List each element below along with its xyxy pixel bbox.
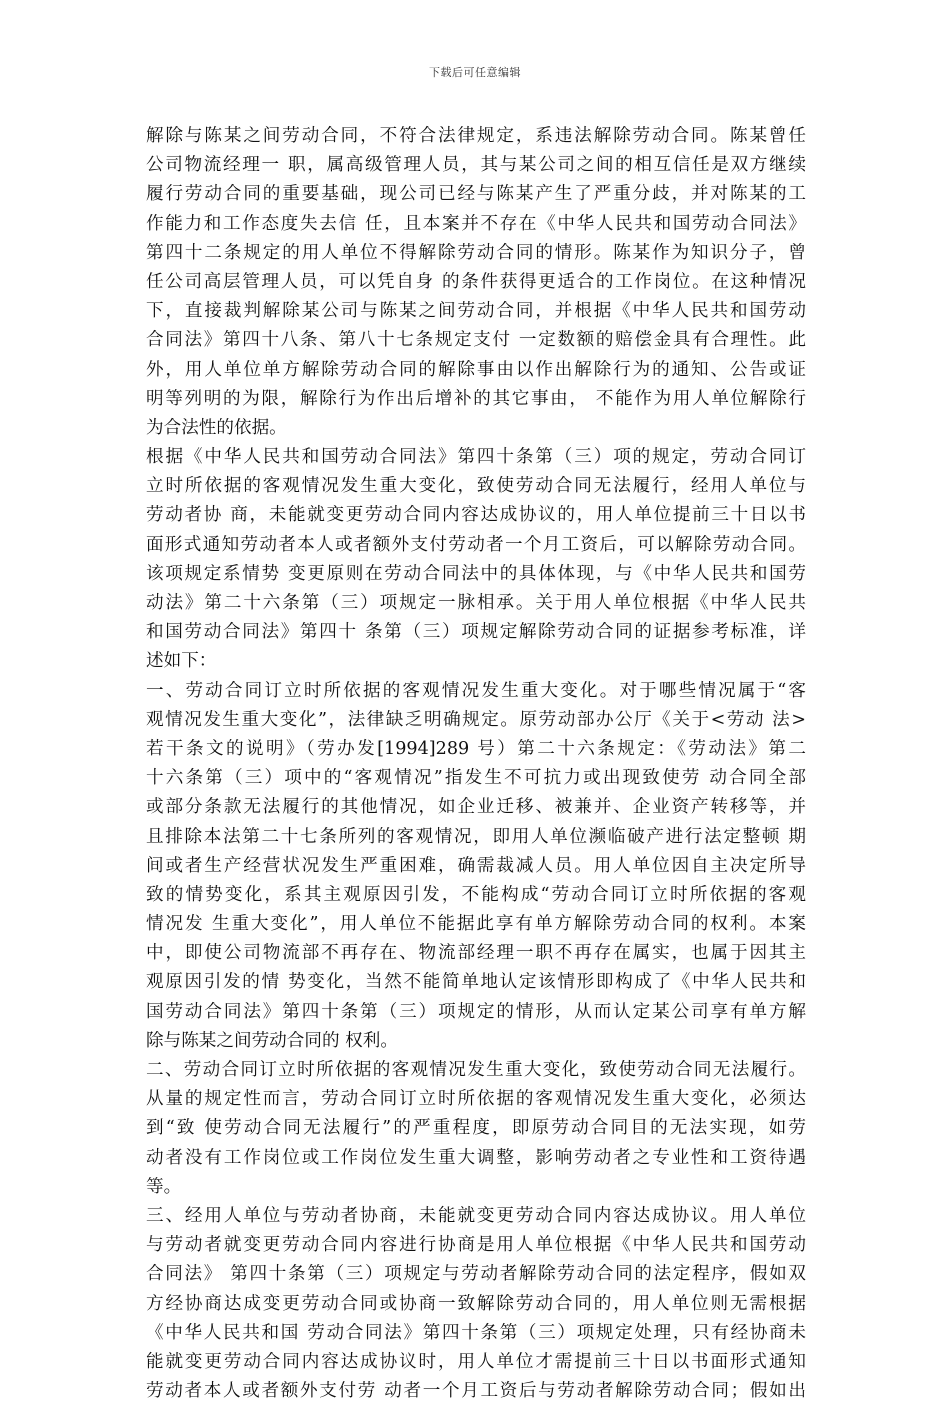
- text-line: 除与陈某之间劳动合同的 权利。: [146, 1030, 398, 1051]
- text-line: 动法》第二十六条第（三）项规定一脉相承。关于用人单位根据《中华人民共: [146, 593, 806, 613]
- text-line: 履行劳动合同的重要基础，现公司已经与陈某产生了严重分歧，并对陈某的工: [146, 184, 806, 205]
- text-line: 动者没有工作岗位或工作岗位发生重大调整，影响劳动者之专业性和工资待遇: [146, 1147, 806, 1168]
- text-line: 间或者生产经营状况发生严重困难，确需裁减人员。用人单位因自主决定所导: [146, 855, 806, 876]
- text-line: 二、劳动合同订立时所依据的客观情况发生重大变化，致使劳动合同无法履行。: [146, 1060, 806, 1080]
- text-line: 若干条文的说明》（劳办发[1994]289 号）第二十六条规定：《劳动法》第二: [146, 738, 806, 759]
- text-line: 面形式通知劳动者本人或者额外支付劳动者一个月工资后，可以解除劳动合同。: [146, 534, 806, 555]
- text-line: 为合法性的依据。: [146, 417, 287, 438]
- text-line: 或部分条款无法履行的其他情况，如企业迁移、被兼并、企业资产转移等，并: [146, 797, 806, 818]
- text-line: 立时所依据的客观情况发生重大变化，致使劳动合同无法履行，经用人单位与: [146, 476, 806, 497]
- text-line: 合同法》第四十八条、第八十七条规定支付 一定数额的赔偿金具有合理性。此: [146, 330, 806, 351]
- text-line: 观情况发生重大变化”，法律缺乏明确规定。原劳动部办公厅《关于<劳动 法>: [146, 709, 806, 730]
- text-line: 且排除本法第二十七条所列的客观情况，即用人单位濒临破产进行法定整顿 期: [146, 826, 806, 847]
- text-line: 致的情势变化，系其主观原因引发，不能构成“劳动合同订立时所依据的客观: [146, 884, 806, 905]
- text-line: 与劳动者就变更劳动合同内容进行协商是用人单位根据《中华人民共和国劳动: [146, 1235, 806, 1256]
- text-line: 一、劳动合同订立时所依据的客观情况发生重大变化。对于哪些情况属于“客: [146, 680, 806, 701]
- text-line: 下，直接裁判解除某公司与陈某之间劳动合同，并根据《中华人民共和国劳动: [146, 301, 806, 322]
- text-line: 根据《中华人民共和国劳动合同法》第四十条第（三）项的规定，劳动合同订: [146, 447, 806, 468]
- page-header-note: 下载后可任意编辑: [429, 66, 521, 79]
- text-line: 到“致 使劳动合同无法履行”的严重程度，即原劳动合同目的无法实现，如劳: [146, 1118, 806, 1139]
- text-line: 作能力和工作态度失去信 任，且本案并不存在《中华人民共和国劳动合同法》: [146, 213, 806, 234]
- text-line: 述如下：: [146, 651, 217, 672]
- text-line: 中，即使公司物流部不再存在、物流部经理一职不再存在属实，也属于因其主: [146, 943, 806, 964]
- text-line: 十六条第（三）项中的“客观情况”指发生不可抗力或出现致使劳 动合同全部: [146, 768, 806, 789]
- text-line: 第四十二条规定的用人单位不得解除劳动合同的情形。陈某作为知识分子，曾: [146, 242, 806, 263]
- text-line: 三、经用人单位与劳动者协商，未能就变更劳动合同内容达成协议。用人单位: [146, 1205, 806, 1226]
- text-line: 合同法》 第四十条第（三）项规定与劳动者解除劳动合同的法定程序，假如双: [146, 1264, 806, 1285]
- text-line: 明等列明的为限，解除行为作出后增补的其它事由， 不能作为用人单位解除行: [146, 388, 806, 409]
- text-line: 解除与陈某之间劳动合同，不符合法律规定，系违法解除劳动合同。陈某曾任: [146, 126, 806, 146]
- text-line: 能就变更劳动合同内容达成协议时，用人单位才需提前三十日以书面形式通知: [146, 1351, 806, 1372]
- text-line: 公司物流经理一 职，属高级管理人员，其与某公司之间的相互信任是双方继续: [146, 155, 806, 176]
- text-line: 该项规定系情势 变更原则在劳动合同法中的具体体现，与《中华人民共和国劳: [146, 563, 806, 584]
- text-line: 观原因引发的情 势变化，当然不能简单地认定该情形即构成了《中华人民共和: [146, 972, 806, 993]
- text-line: 情况发 生重大变化”，用人单位不能据此享有单方解除劳动合同的权利。本案: [146, 914, 806, 935]
- text-line: 劳动者协 商，未能就变更劳动合同内容达成协议的，用人单位提前三十日以书: [146, 505, 806, 526]
- text-line: 《中华人民共和国 劳动合同法》第四十条第（三）项规定处理，只有经协商未: [146, 1322, 806, 1343]
- text-line: 劳动者本人或者额外支付劳 动者一个月工资后与劳动者解除劳动合同；假如出: [146, 1381, 806, 1402]
- text-line: 外，用人单位单方解除劳动合同的解除事由以作出解除行为的通知、公告或证: [146, 359, 806, 380]
- text-line: 方经协商达成变更劳动合同或协商一致解除劳动合同的，用人单位则无需根据: [146, 1293, 806, 1314]
- text-line: 等。: [146, 1176, 182, 1197]
- document-body: [146, 122, 806, 1406]
- text-line: 和国劳动合同法》第四十 条第（三）项规定解除劳动合同的证据参考标准，详: [146, 622, 806, 643]
- text-line: 从量的规定性而言，劳动合同订立时所依据的客观情况发生重大变化，必须达: [146, 1089, 806, 1110]
- text-line: 任公司高层管理人员，可以凭自身 的条件获得更适合的工作岗位。在这种情况: [146, 271, 806, 292]
- text-line: 国劳动合同法》第四十条第（三）项规定的情形，从而认定某公司享有单方解: [146, 1001, 806, 1022]
